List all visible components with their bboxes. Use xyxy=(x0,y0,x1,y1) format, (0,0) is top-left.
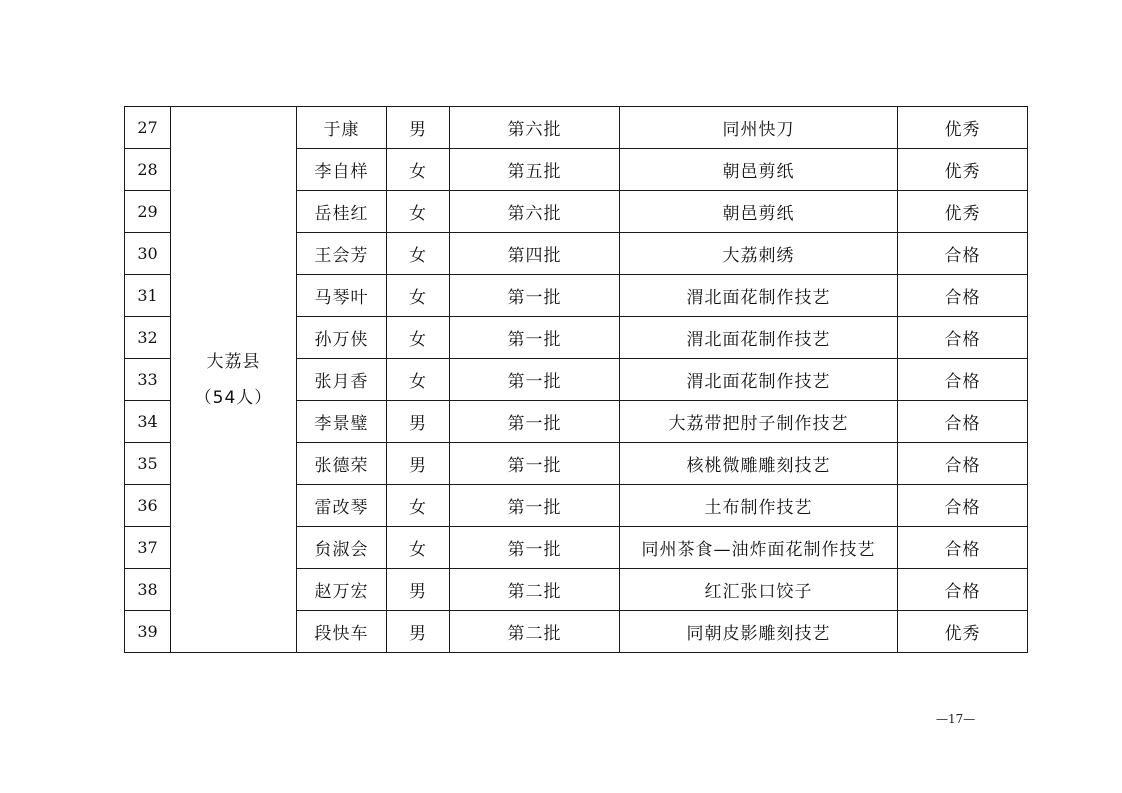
gender-cell: 女 xyxy=(387,191,450,233)
result-cell: 合格 xyxy=(898,233,1028,275)
project-cell: 大荔带把肘子制作技艺 xyxy=(620,401,898,443)
project-cell: 红汇张口饺子 xyxy=(620,569,898,611)
project-cell: 同州茶食—油炸面花制作技艺 xyxy=(620,527,898,569)
gender-cell: 女 xyxy=(387,359,450,401)
batch-cell: 第一批 xyxy=(450,401,620,443)
gender-cell: 男 xyxy=(387,611,450,653)
project-cell: 朝邑剪纸 xyxy=(620,149,898,191)
name-cell: 张德荣 xyxy=(297,443,387,485)
result-cell: 优秀 xyxy=(898,149,1028,191)
table-body xyxy=(125,107,1028,653)
name-cell: 岳桂红 xyxy=(297,191,387,233)
county-cell xyxy=(171,107,297,653)
county-name: 大荔县 xyxy=(206,351,261,372)
name-cell: 张月香 xyxy=(297,359,387,401)
inheritor-table xyxy=(124,106,1028,653)
gender-cell: 男 xyxy=(387,107,450,149)
batch-cell: 第一批 xyxy=(450,443,620,485)
project-cell: 渭北面花制作技艺 xyxy=(620,275,898,317)
batch-cell: 第六批 xyxy=(450,107,620,149)
result-cell: 合格 xyxy=(898,443,1028,485)
gender-cell: 女 xyxy=(387,527,450,569)
project-cell: 大荔刺绣 xyxy=(620,233,898,275)
gender-cell: 男 xyxy=(387,443,450,485)
county-count: （54人） xyxy=(194,387,273,408)
name-cell: 马琴叶 xyxy=(297,275,387,317)
row-number-cell: 33 xyxy=(125,359,171,401)
name-cell: 赵万宏 xyxy=(297,569,387,611)
result-cell: 合格 xyxy=(898,401,1028,443)
result-cell: 优秀 xyxy=(898,107,1028,149)
gender-cell: 女 xyxy=(387,317,450,359)
row-number-cell: 32 xyxy=(125,317,171,359)
gender-cell: 男 xyxy=(387,401,450,443)
result-cell: 优秀 xyxy=(898,611,1028,653)
project-cell: 渭北面花制作技艺 xyxy=(620,317,898,359)
row-number-cell: 28 xyxy=(125,149,171,191)
project-cell: 核桃微雕雕刻技艺 xyxy=(620,443,898,485)
row-number-cell: 34 xyxy=(125,401,171,443)
row-number-cell: 30 xyxy=(125,233,171,275)
gender-cell: 女 xyxy=(387,275,450,317)
row-number-cell: 37 xyxy=(125,527,171,569)
name-cell: 王会芳 xyxy=(297,233,387,275)
gender-cell: 男 xyxy=(387,569,450,611)
name-cell: 贠淑会 xyxy=(297,527,387,569)
row-number-cell: 35 xyxy=(125,443,171,485)
name-cell: 孙万侠 xyxy=(297,317,387,359)
name-cell: 于康 xyxy=(297,107,387,149)
result-cell: 合格 xyxy=(898,485,1028,527)
project-cell: 渭北面花制作技艺 xyxy=(620,359,898,401)
batch-cell: 第六批 xyxy=(450,191,620,233)
batch-cell: 第五批 xyxy=(450,149,620,191)
row-number-cell: 29 xyxy=(125,191,171,233)
batch-cell: 第二批 xyxy=(450,611,620,653)
name-cell: 段快车 xyxy=(297,611,387,653)
batch-cell: 第二批 xyxy=(450,569,620,611)
project-cell: 同州快刀 xyxy=(620,107,898,149)
result-cell: 合格 xyxy=(898,527,1028,569)
batch-cell: 第一批 xyxy=(450,359,620,401)
batch-cell: 第四批 xyxy=(450,233,620,275)
result-cell: 合格 xyxy=(898,275,1028,317)
batch-cell: 第一批 xyxy=(450,317,620,359)
table-row xyxy=(125,107,1028,149)
result-cell: 优秀 xyxy=(898,191,1028,233)
project-cell: 同朝皮影雕刻技艺 xyxy=(620,611,898,653)
project-cell: 土布制作技艺 xyxy=(620,485,898,527)
row-number-cell: 38 xyxy=(125,569,171,611)
gender-cell: 女 xyxy=(387,233,450,275)
name-cell: 李自样 xyxy=(297,149,387,191)
name-cell: 李景璧 xyxy=(297,401,387,443)
row-number-cell: 27 xyxy=(125,107,171,149)
row-number-cell: 39 xyxy=(125,611,171,653)
page-number: —17— xyxy=(936,712,976,726)
batch-cell: 第一批 xyxy=(450,275,620,317)
gender-cell: 女 xyxy=(387,149,450,191)
gender-cell: 女 xyxy=(387,485,450,527)
result-cell: 合格 xyxy=(898,569,1028,611)
batch-cell: 第一批 xyxy=(450,527,620,569)
result-cell: 合格 xyxy=(898,317,1028,359)
name-cell: 雷改琴 xyxy=(297,485,387,527)
row-number-cell: 36 xyxy=(125,485,171,527)
project-cell: 朝邑剪纸 xyxy=(620,191,898,233)
row-number-cell: 31 xyxy=(125,275,171,317)
batch-cell: 第一批 xyxy=(450,485,620,527)
result-cell: 合格 xyxy=(898,359,1028,401)
